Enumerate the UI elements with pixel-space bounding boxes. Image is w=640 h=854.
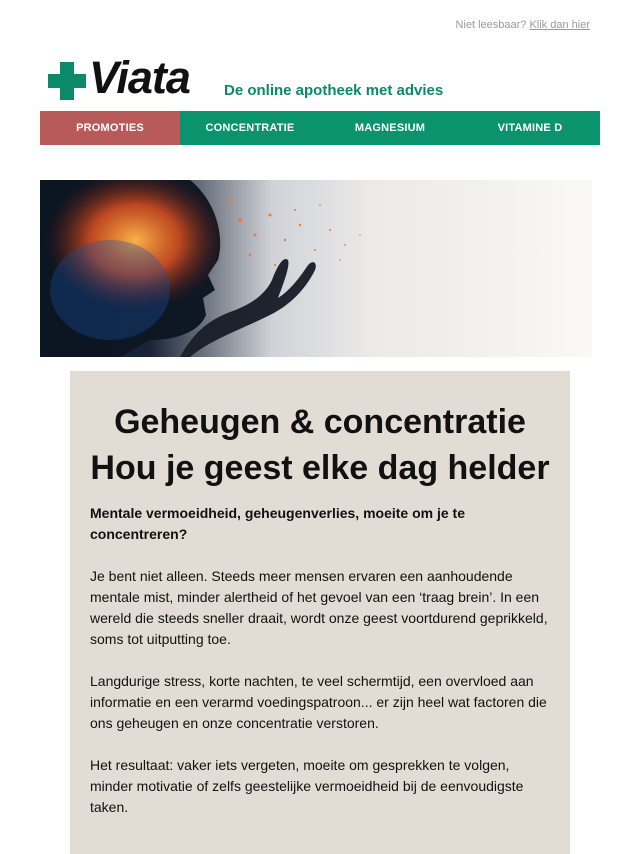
nav-item-concentratie[interactable]: CONCENTRATIE bbox=[205, 122, 295, 134]
article-paragraph-1: Je bent niet alleen. Steeds meer mensen ervaren een aanhoudende mentale mist, minder alertheid of het gevoel van een ‘traag brein’. In een wereld die steeds sneller draait, wordt onze geest voortdurend geprikkeld, soms tot uitputting toe. bbox=[90, 568, 548, 647]
hero-illustration bbox=[40, 180, 592, 357]
pharmacy-cross-icon bbox=[48, 62, 86, 100]
article-paragraph-3: Het resultaat: vaker iets vergeten, moeite om gesprekken te volgen, minder motivatie of zelfs geestelijke vermoeidheid bij de eenvoudigste taken. bbox=[90, 757, 524, 815]
title-line-1: Geheugen & concentratie bbox=[114, 403, 526, 441]
brand-name: Viata bbox=[89, 52, 190, 103]
readability-notice bbox=[455, 19, 590, 31]
title-line-2: Hou je geest elke dag helder bbox=[90, 449, 550, 487]
nav-item-promoties[interactable]: PROMOTIES bbox=[40, 111, 180, 145]
article-card bbox=[70, 371, 570, 854]
article-title bbox=[90, 399, 550, 491]
article-paragraph-2: Langdurige stress, korte nachten, te veel schermtijd, een overvloed aan informatie en een verarmd voedingspatroon... er zijn heel wat factoren die ons geheugen en onze concentratie verstoren. bbox=[90, 673, 547, 731]
tagline: De online apotheek met advies bbox=[224, 82, 444, 99]
logo[interactable] bbox=[48, 52, 568, 104]
main-nav bbox=[40, 111, 600, 145]
view-online-link[interactable]: Klik dan hier bbox=[529, 19, 590, 31]
hero-image bbox=[40, 180, 592, 357]
nav-item-magnesium[interactable]: MAGNESIUM bbox=[354, 122, 426, 134]
article-intro: Mentale vermoeidheid, geheugenverlies, moeite om je te concentreren? bbox=[90, 505, 466, 542]
nav-item-vitamine-d[interactable]: VITAMINE D bbox=[497, 122, 563, 134]
readability-text: Niet leesbaar? bbox=[455, 19, 527, 31]
